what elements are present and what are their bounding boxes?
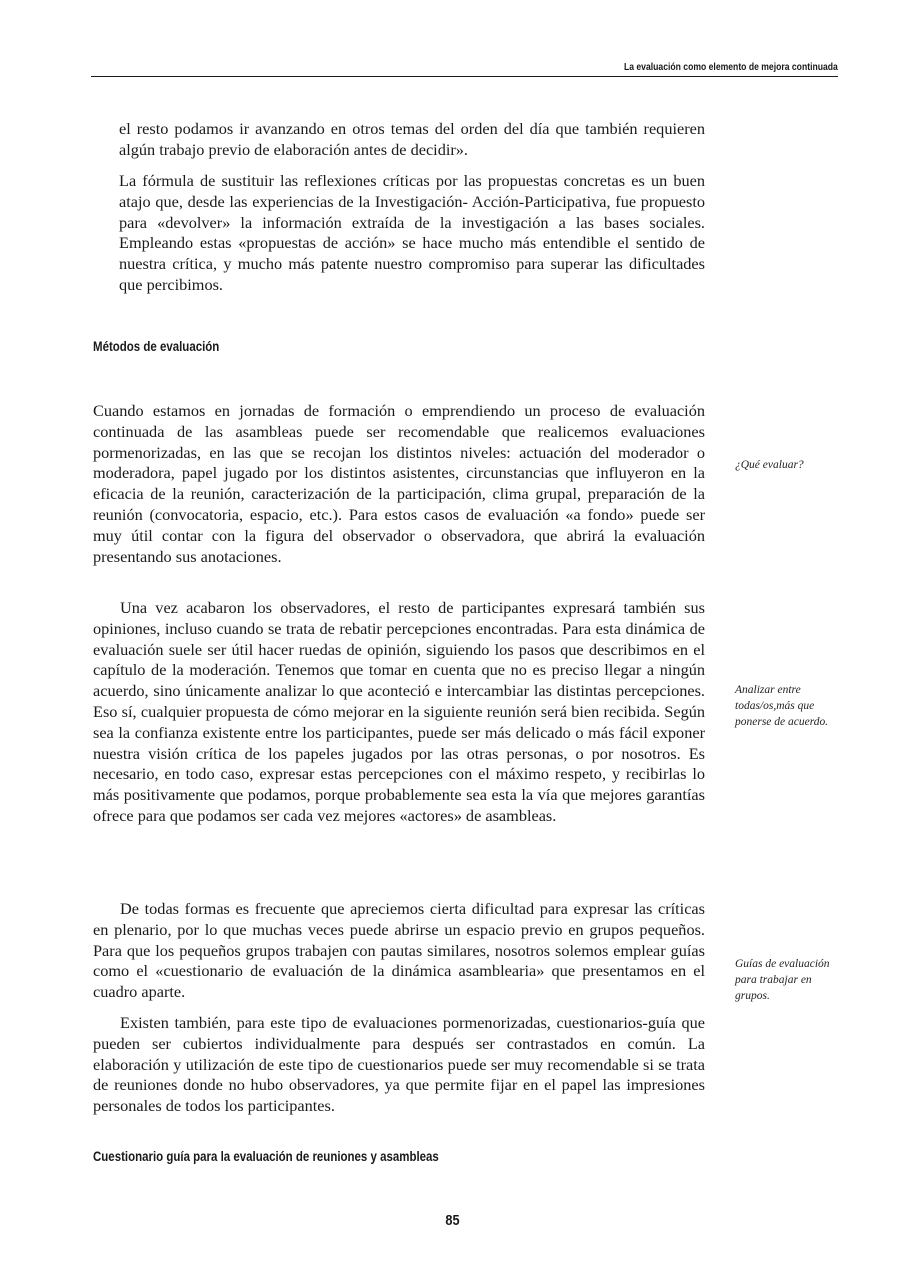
paragraph-jornadas: Cuando estamos en jornadas de formación o emprendiendo un proceso de evaluación continuada de las asambleas puede ser recomendable que realicemos evaluaciones pormenorizadas, en las que se recojan los distintos niveles: actuación del moderador o moderadora, papel jugado por los distintos asistentes, circunstancias que influyeron en la eficacia de la reunión, caracterización de la participación, clima grupal, preparación de la reunión (convocatoria, espacio, etc.). Para estos casos de evaluación «a fondo» puede ser muy útil contar con la figura del observador o observadora, que abrirá la evaluación presentando sus anotaciones. bbox=[93, 401, 705, 566]
paragraph-observadores: Una vez acabaron los observadores, el resto de participantes expresará también sus opiniones, incluso cuando se trata de rebatir percepciones encontradas. Para esta dinámica de evaluación suele ser útil hacer ruedas de opinión, siguiendo los pasos que describimos en el capítulo de la moderación. Tenemos que tomar en cuenta que no es preciso llegar a ningún acuerdo, sino únicamente analizar lo que aconteció e intercambiar las distintas percepciones. Eso sí, cualquier propuesta de cómo mejorar en la siguiente reunión será bien recibida. Según sea la confianza existente entre los participantes, puede ser más delicado o más fácil exponer nuestra visión crítica de los papeles jugados por las otras personas, o por nosotros. Es necesario, en todo caso, expresar estas percepciones con el máximo respeto, y recibirlas lo más positivamente que podamos, porque probablemente sea esta la vía que mejores garantías ofrece para que podamos ser cada vez mejores «actores» de asambleas. bbox=[93, 598, 705, 825]
header-rule bbox=[91, 76, 838, 77]
running-head: La evaluación como elemento de mejora continuada bbox=[624, 61, 838, 73]
margin-note-guias: Guías de evaluación para trabajar en grupos. bbox=[735, 958, 830, 1002]
paragraph-continuation: el resto podamos ir avanzando en otros temas del orden del día que también requieren algún trabajo previo de elaboración antes de decidir». bbox=[119, 119, 705, 159]
subsection-heading: Cuestionario guía para la evaluación de reuniones y asambleas bbox=[93, 1148, 439, 1164]
margin-note-que-evaluar: ¿Qué evaluar? bbox=[735, 459, 804, 471]
paragraph-propuestas: La fórmula de sustituir las reflexiones críticas por las propuestas concretas es un buen atajo que, desde las experiencias de la Investigación- Acción-Participativa, fue propuesto para «devolver» la información extraída de la investigación a las bases sociales. Empleando estas «propuestas de acción» se hace mucho más entendible el sentido de nuestra crítica, y mucho más patente nuestro compromiso para superar las dificultades que percibimos. bbox=[119, 171, 705, 294]
paragraph-grupos: De todas formas es frecuente que apreciemos cierta dificultad para expresar las críticas en plenario, por lo que muchas veces puede abrirse un espacio previo en grupos pequeños. Para que los pequeños grupos trabajen con pautas similares, nosotros solemos emplear guías como el «cuestionario de evaluación de la dinámica asamblearia» que presentamos en el cuadro aparte. bbox=[93, 899, 705, 1002]
section-heading: Métodos de evaluación bbox=[93, 338, 220, 354]
paragraph-cuestionarios: Existen también, para este tipo de evaluaciones pormenorizadas, cuestionarios-guía que pueden ser cubiertos individualmente para después ser contrastados en común. La elaboración y utilización de este tipo de cuestionarios puede ser muy recomendable si se trata de reuniones donde no hubo observadores, ya que permite fijar en el papel las impresiones personales de todos los participantes. bbox=[93, 1013, 705, 1116]
margin-note-analizar: Analizar entre todas/os,más que ponerse de acuerdo. bbox=[735, 684, 829, 728]
page-number: 85 bbox=[445, 1212, 460, 1229]
